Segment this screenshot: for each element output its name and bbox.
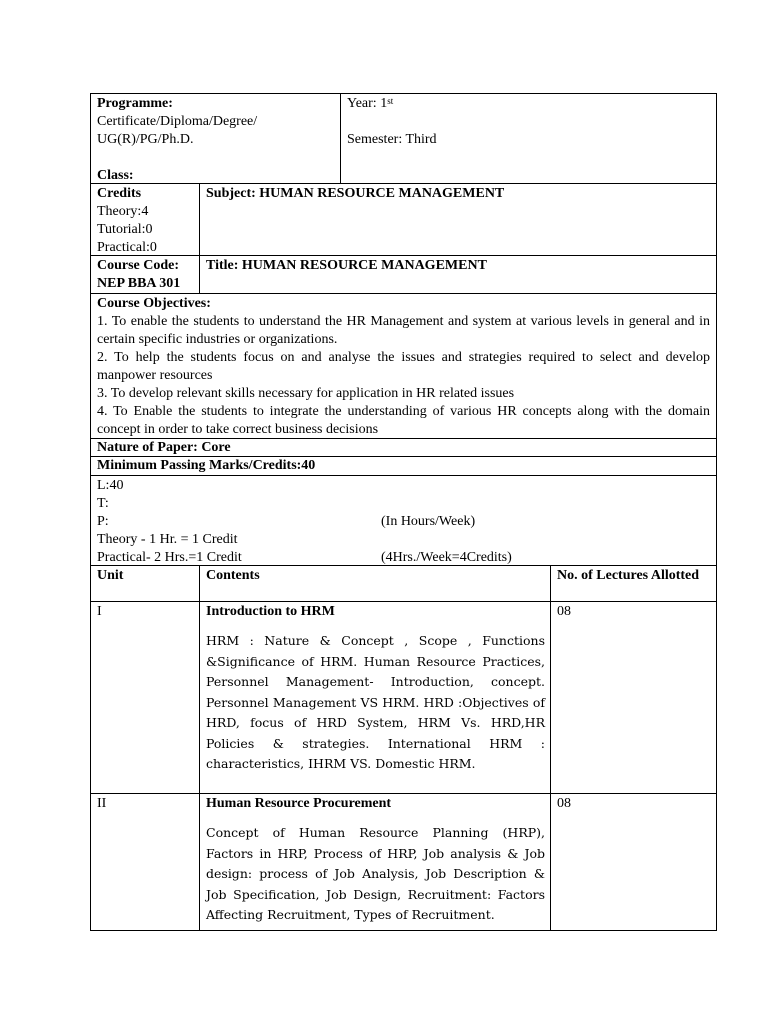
hours-p: P: bbox=[97, 514, 109, 529]
course-code-cell bbox=[91, 256, 201, 293]
course-code-row bbox=[90, 256, 717, 294]
theory-credit: Theory - 1 Hr. = 1 Credit bbox=[97, 532, 238, 547]
week-credits: (4Hrs./Week=4Credits) bbox=[381, 550, 512, 565]
course-code-label: Course Code: bbox=[97, 258, 180, 273]
credits-practical: Practical:0 bbox=[97, 240, 157, 255]
objective-item-2: 2. To help the students focus on and analyse the issues and strategies required to select and develop manpower resources bbox=[97, 350, 710, 383]
objectives-cell bbox=[91, 294, 716, 440]
syllabus-table bbox=[90, 93, 717, 931]
unit-row bbox=[90, 794, 717, 931]
unit-text: Concept of Human Resource Planning (HRP), Factors in HRP, Process of HRP, Job analysis & Job design: process of Job Analysis, Job Description & Job Specification, Job Design, Recruitment: Factors Affecting Recruitment, Types of Recruitment. bbox=[206, 825, 545, 922]
unit-row bbox=[90, 602, 717, 794]
unit-number: I bbox=[97, 604, 102, 619]
unit-lectures: 08 bbox=[550, 794, 716, 930]
unit-number: II bbox=[97, 796, 107, 811]
objectives-row bbox=[90, 294, 717, 439]
unit-heading: Human Resource Procurement bbox=[206, 796, 392, 811]
programme-line2: UG(R)/PG/Ph.D. bbox=[97, 132, 194, 147]
credits-row bbox=[90, 184, 717, 256]
contents-header: Contents bbox=[199, 566, 551, 601]
class-label: Class: bbox=[97, 168, 134, 183]
unit-header: Unit bbox=[97, 568, 124, 583]
programme-label: Programme: bbox=[97, 96, 173, 111]
programme-line1: Certificate/Diploma/Degree/ bbox=[97, 114, 258, 129]
credits-label: Credits bbox=[97, 186, 142, 201]
objectives-heading: Course Objectives: bbox=[97, 296, 211, 311]
course-code-value: NEP BBA 301 bbox=[97, 276, 181, 291]
nature-row bbox=[90, 439, 717, 457]
practical-credit: Practical- 2 Hrs.=1 Credit bbox=[97, 550, 242, 565]
objective-item-4: 4. To Enable the students to integrate the understanding of various HR concepts along with the domain concept in order to take correct business decisions bbox=[97, 404, 710, 437]
objective-item-1: 1. To enable the students to understand the HR Management and system at various levels in general and in certain specific industries or organizations. bbox=[97, 314, 710, 347]
subject-label: Subject: HUMAN RESOURCE MANAGEMENT bbox=[206, 186, 505, 201]
units-header-row bbox=[90, 566, 717, 602]
unit-lectures: 08 bbox=[550, 602, 716, 793]
min-passing-marks: Minimum Passing Marks/Credits:40 bbox=[97, 458, 316, 473]
programme-cell bbox=[91, 94, 342, 183]
credits-theory: Theory:4 bbox=[97, 204, 149, 219]
credits-tutorial: Tutorial:0 bbox=[97, 222, 153, 237]
course-title: Title: HUMAN RESOURCE MANAGEMENT bbox=[206, 258, 487, 273]
unit-heading: Introduction to HRM bbox=[206, 604, 335, 619]
hours-row bbox=[90, 476, 717, 566]
semester-label: Semester: Third bbox=[347, 132, 437, 147]
lectures-header: No. of Lectures Allotted bbox=[550, 566, 716, 601]
practical-credit-line bbox=[97, 549, 710, 567]
hours-per-week: (In Hours/Week) bbox=[381, 514, 476, 529]
min-passing-row bbox=[90, 457, 717, 476]
subject-cell bbox=[199, 184, 716, 255]
year-label: Year: 1st bbox=[347, 96, 394, 111]
unit-contents bbox=[199, 602, 551, 793]
hours-p-line bbox=[97, 513, 710, 531]
hours-cell bbox=[91, 476, 716, 568]
hours-l: L:40 bbox=[97, 478, 124, 493]
credits-cell bbox=[91, 184, 201, 255]
nature-of-paper: Nature of Paper: Core bbox=[97, 440, 231, 455]
title-cell bbox=[199, 256, 716, 293]
year-cell bbox=[340, 94, 716, 183]
year-sup: st bbox=[387, 96, 394, 106]
hours-t: T: bbox=[97, 496, 109, 511]
objective-item-3: 3. To develop relevant skills necessary for application in HR related issues bbox=[97, 386, 515, 401]
programme-row bbox=[90, 93, 717, 184]
unit-text: HRM : Nature & Concept , Scope , Functions &Significance of HRM. Human Resource Practices, Personnel Management- Introduction, concept. Personnel Management VS HRM. HRD :Objectives of HRD, focus of HRD System, HRM Vs. HRD,HR Policies & strategies. International HRM : characteristics, IHRM VS. Domestic HRM. bbox=[206, 633, 545, 771]
unit-contents bbox=[199, 794, 551, 930]
